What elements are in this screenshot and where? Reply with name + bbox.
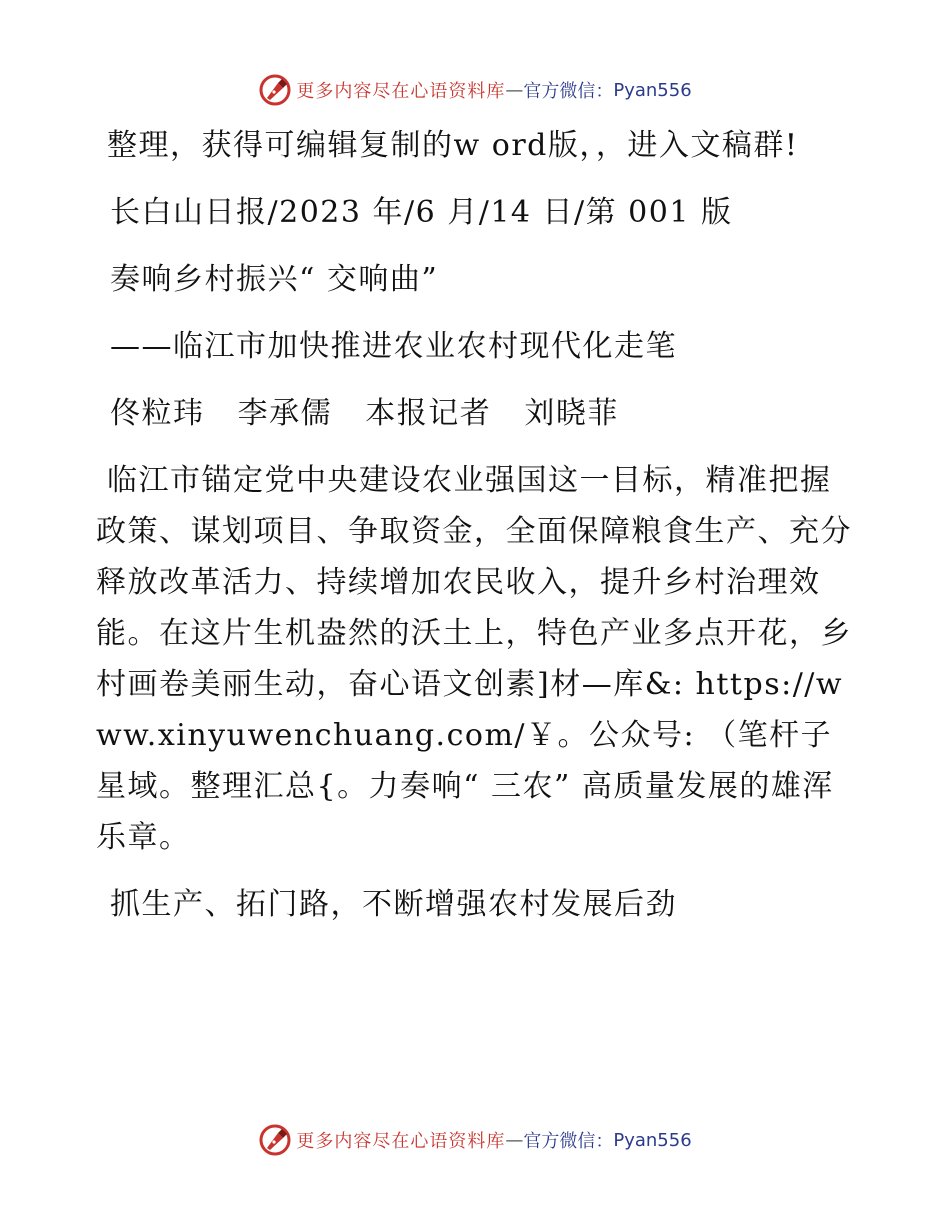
section-heading: 抓生产、拓门路，不断增强农村发展后劲: [110, 887, 677, 922]
pen-nib-logo-icon: [258, 73, 292, 107]
source-line: 长白山日报/2023 年/6 月/14 日/第 001 版: [110, 195, 733, 230]
header-banner: [0, 70, 950, 110]
banner-separator: —: [505, 1129, 524, 1151]
footer-banner: [0, 1120, 950, 1160]
document-body: [96, 120, 856, 930]
byline: 佟粒玮 李承儒 本报记者 刘晓菲: [110, 396, 619, 431]
article-title: 奏响乡村振兴“ 交响曲”: [110, 262, 439, 297]
banner-separator: —: [505, 79, 524, 101]
banner-account-label: 官方微信：: [523, 81, 614, 102]
intro-line: 整理，获得可编辑复制的w ord版，，进入文稿群!: [96, 128, 799, 163]
pen-nib-logo-icon: [258, 1123, 292, 1157]
banner-text: 更多内容尽在心语资料库: [296, 81, 506, 102]
body-paragraph: 临江市锚定党中央建设农业强国这一目标，精准把握政策、谋划项目、争取资金，全面保障粮食生产、充分释放改革活力、持续增加农民收入，提升乡村治理效能。在这片生机盎然的沃土上，特色产业多点开花，乡村画卷美丽生动，奋心语文创素]材—库&: https://www.xinyuwenchuang.com/￥。公众号: （笔杆子星域。整理汇总{。力奏响“ 三农” 高质量发展的雄浑乐章。: [96, 463, 852, 855]
article-subtitle: ——临江市加快推进农业农村现代化走笔: [110, 329, 677, 364]
banner-account-id: Pyan556: [613, 79, 692, 101]
banner-account-label: 官方微信：: [523, 1131, 614, 1152]
banner-text: 更多内容尽在心语资料库: [296, 1131, 506, 1152]
banner-account-id: Pyan556: [613, 1129, 692, 1151]
